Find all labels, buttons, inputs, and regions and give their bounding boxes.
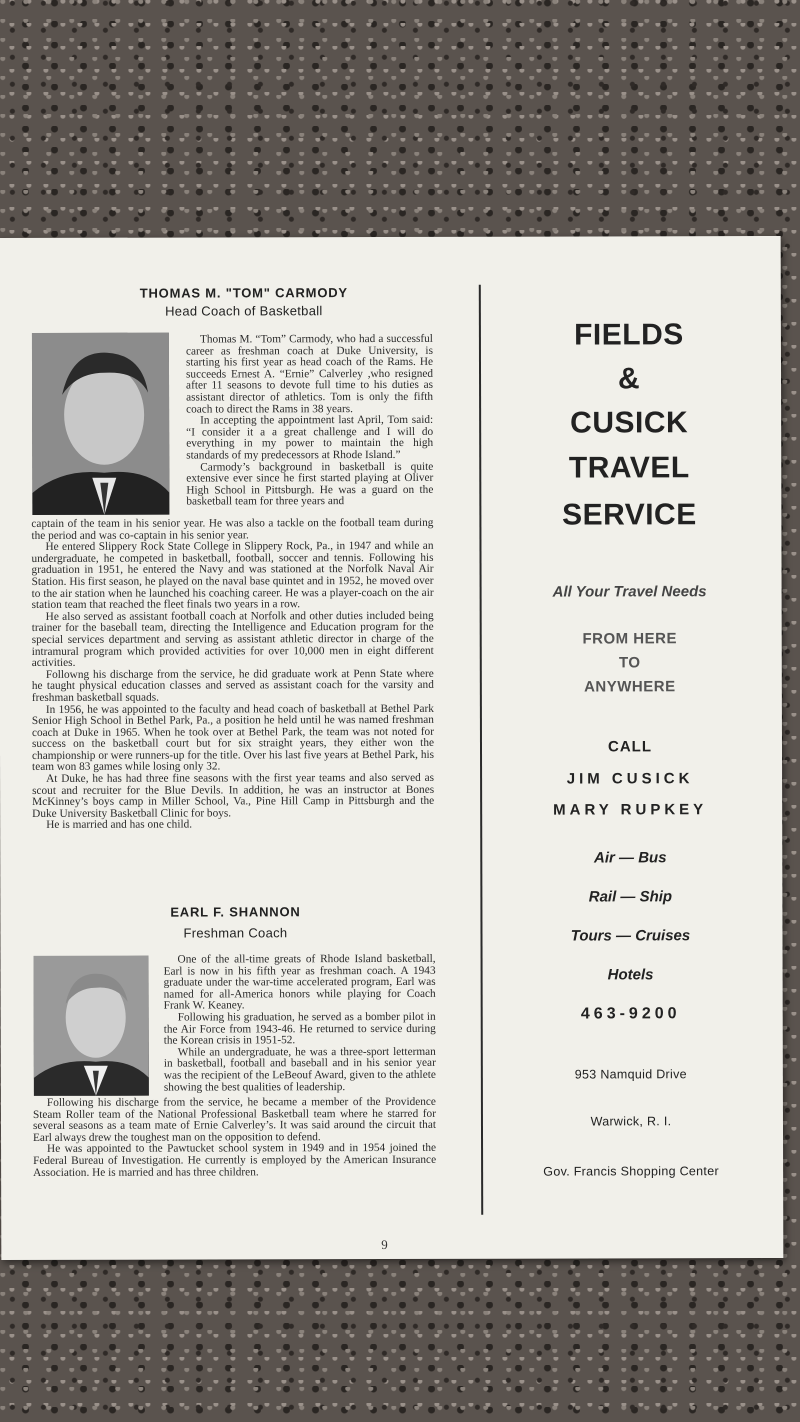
ad-mode-air-bus: Air — Bus <box>594 849 667 867</box>
carmody-paragraph: He entered Slippery Rock State College in Slippery Rock, Pa., in 1947 and while an undergraduate, he competed in basketball, football, soccer and tennis. Following his graduation in 1951, he entered the Navy and was stationed at the Norfolk Naval Air Station. His first season, he played on the naval base quintet and in 1952, he moved over to the air station when he launched his coaching career. He was a player-coach on the air station team that reached the fleet finals two years in a row. <box>31 540 434 612</box>
ad-contact-jim: JIM CUSICK <box>566 770 694 788</box>
carmody-photo <box>32 333 169 515</box>
carmody-paragraph: In accepting the appointment last April, Tom said: “I consider it a a great challenge and I will do everything in my power to maintain the high standards of my predecessors at Rhode Island.” <box>186 414 434 462</box>
ad-title-service: SERVICE <box>562 498 697 532</box>
ad-from: FROM HERE <box>582 630 677 648</box>
carmody-bio-top <box>186 334 433 509</box>
shannon-paragraph: While an undergraduate, he was a three-sport letterman in basketball, football and baseball and in his senior year was the recipient of the LeBeouf Award, given to the athlete showing the best qualities of leadership. <box>163 1045 436 1094</box>
ad-shopping-center: Gov. Francis Shopping Center <box>543 1164 719 1179</box>
carmody-header <box>119 285 369 319</box>
page-number: 9 <box>381 1237 388 1253</box>
ad-call: CALL <box>607 738 653 756</box>
ad-mode-tours: Tours — Cruises <box>570 927 691 945</box>
ad-title-ampersand: & <box>617 362 641 396</box>
ad-to: TO <box>618 654 641 672</box>
carmody-role: Head Coach of Basketball <box>165 303 323 319</box>
shannon-paragraph: Following his graduation, he served as a bomber pilot in the Air Force from 1943-46. He returned to service during the Korean crisis in 1951-52. <box>163 1010 436 1047</box>
carmody-paragraph: captain of the team in his senior year. He was also a tackle on the football team during the period and was co-captain in his senior year. <box>31 516 434 542</box>
shannon-header <box>150 904 320 940</box>
carmody-paragraph: Followng his discharge from the service, he did graduate work at Penn State where he taught physical education classes and served as assistant coach for the varsity and freshman basketball squads. <box>31 667 434 704</box>
ad-address: 953 Namquid Drive <box>574 1067 687 1082</box>
ad-mode-hotels: Hotels <box>607 966 654 984</box>
shannon-paragraph: One of the all-time greats of Rhode Island basketball, Earl is now in his fifth year as freshman coach. A 1943 graduate under the war-time accelerated program, Earl was named for all-America honors while playing for Coach Frank W. Keaney. <box>163 952 436 1012</box>
column-divider <box>479 285 483 1215</box>
carmody-name: THOMAS M. "TOM" CARMODY <box>139 285 348 301</box>
shannon-bio-main <box>33 1097 436 1179</box>
carmody-paragraph: In 1956, he was appointed to the faculty and head coach of basketball at Bethel Park Senior High School in Bethel Park, Pa., a position he held until he was named freshman coach at Duke in 1965. When he took over at Bethel Park, the team was not noted for success on the basketball court but for six straight years, they either won the championship or were runners-up for the title. Over his last five years at Bethel Park, his team won 83 games while losing only 32. <box>31 702 435 774</box>
ad-mode-rail-ship: Rail — Ship <box>588 888 673 906</box>
shannon-paragraph: He was appointed to the Pawtucket school system in 1949 and in 1954 joined the Federal Bureau of Investigation. He currently is employed by the American Insurance Association. He is married and has three children. <box>33 1142 437 1179</box>
shannon-bio-top <box>164 954 436 1094</box>
shannon-name: EARL F. SHANNON <box>170 904 301 920</box>
carmody-bio-main <box>31 518 434 832</box>
carmody-paragraph: At Duke, he has had three fine seasons with the first year teams and also served as scout and recruiter for the Blue Devils. In addition, he was an instructor at Bones McKinney’s boys camp in Miller School, Va., Pine Hill Camp in Pittsburgh and the Duke University Basketball Clinic for boys. <box>32 771 435 820</box>
carmody-paragraph: He is married and has one child. <box>46 818 193 832</box>
ad-title-travel: TRAVEL <box>568 451 690 485</box>
shannon-role: Freshman Coach <box>183 925 288 941</box>
ad-city: Warwick, R. I. <box>590 1114 672 1129</box>
program-page <box>0 236 783 1260</box>
ad-contact-mary: MARY RUPKEY <box>553 801 708 819</box>
carmody-paragraph: He also served as assistant football coach at Norfolk and other duties included being trainer for the baseball team, directing the Intelligence and Education program for the special services department and serving as assistant athletic director in charge of the intramural program which provided activities for over 10,000 men in eight different activities. <box>31 609 434 670</box>
shannon-photo <box>34 956 149 1096</box>
ad-anywhere: ANYWHERE <box>584 678 676 696</box>
ad-phone: 463-9200 <box>580 1005 681 1023</box>
ad-tagline: All Your Travel Needs <box>552 583 707 601</box>
ad-title-fields: FIELDS <box>574 318 684 352</box>
carmody-paragraph: Thomas M. “Tom” Carmody, who had a successful career as freshman coach at Duke University, is starting his first year as head coach of the Rams. He succeeds Ernest A. “Ernie” Calverley ,who resigned after 11 seasons to devote full time to his duties as assistant director of athletics. Tom is only the fifth coach to direct the Rams in 38 years. <box>185 332 434 416</box>
shannon-paragraph: Following his discharge from the service, he became a member of the Providence Steam Roller team of the National Professional Basketball team where he starred for several seasons as a team mate of Ernie Calverley’s. It was said around the circuit that Earl always drew the toughest man on the opposition to defend. <box>32 1095 437 1144</box>
carmody-paragraph: Carmody’s background in basketball is quite extensive ever since he first started playing at Oliver High School in Pittsburgh. He was a guard on the basketball team for three years and <box>186 460 434 508</box>
ad-title-cusick: CUSICK <box>570 406 689 440</box>
